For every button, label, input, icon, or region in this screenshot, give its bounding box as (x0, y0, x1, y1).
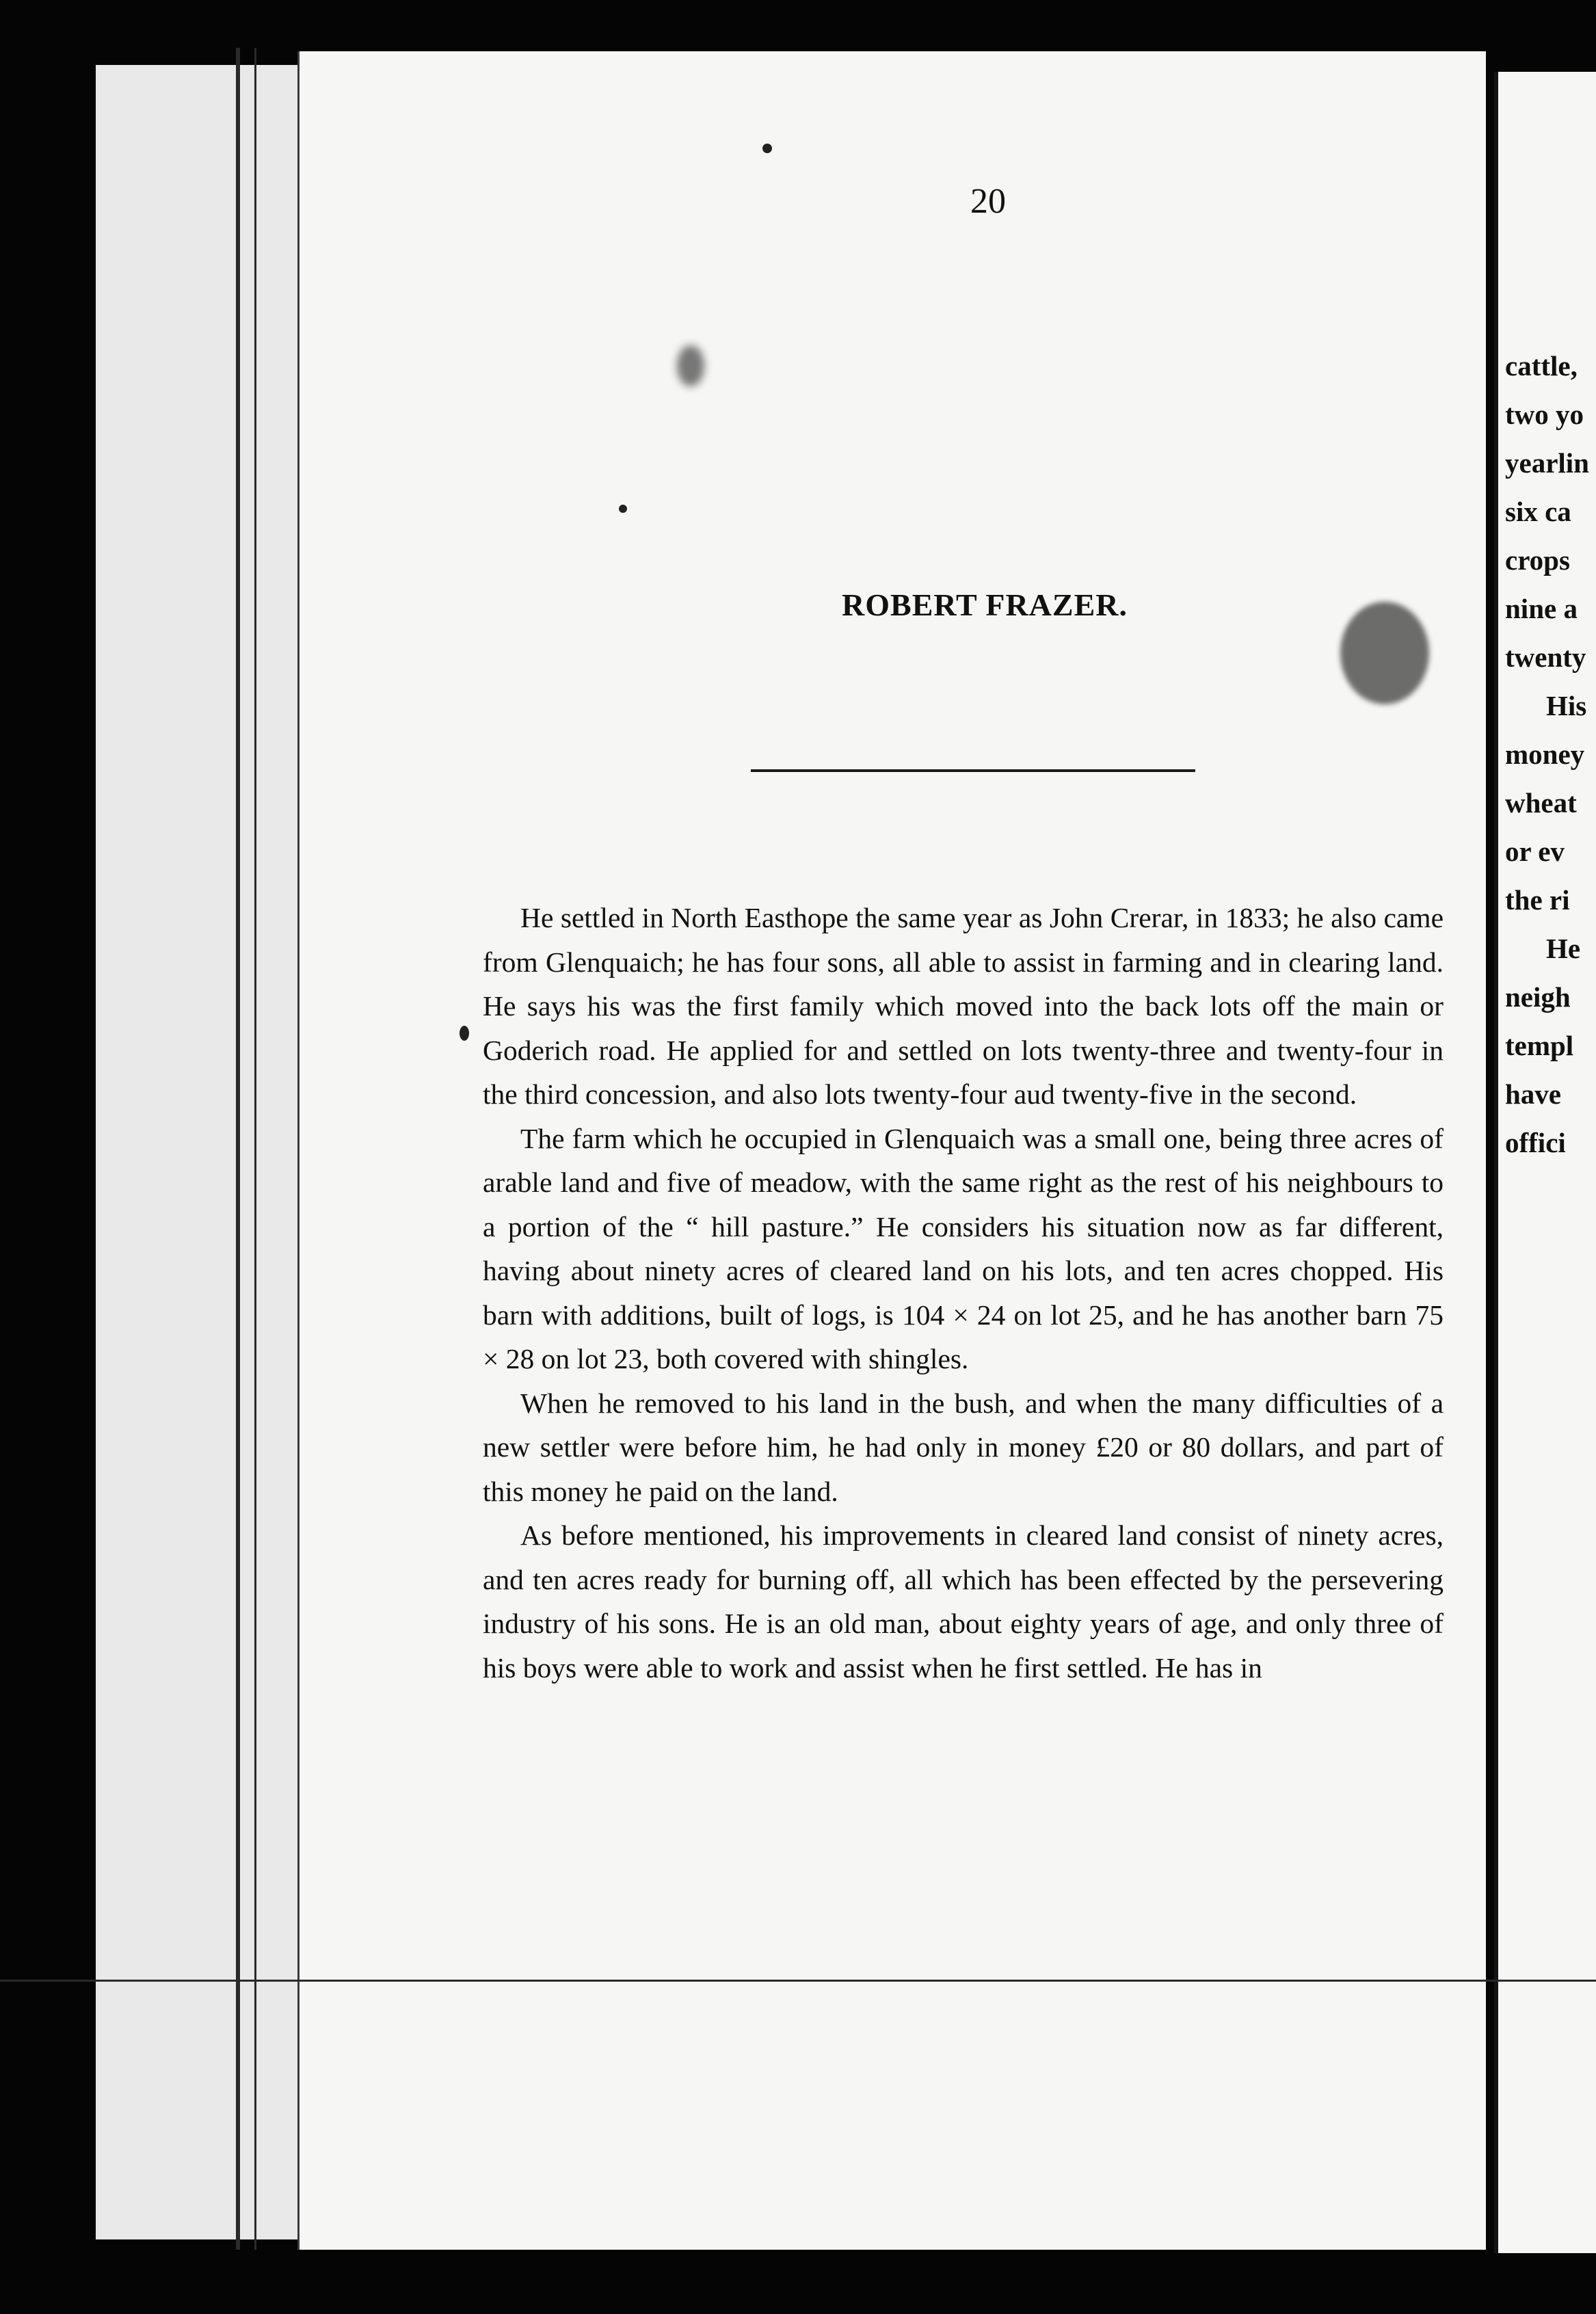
title-divider (751, 769, 1195, 772)
paragraph: As before mentioned, his improvements in cleared land consist of ninety acres, and ten acres ready for burning off, all which has been effected by the persevering industry of his sons. He is an old man, about eighty years of age, and only three of his boys were able to work and assist when he first settled. He has in (483, 1519, 1444, 1684)
body-text (483, 896, 1444, 1690)
previous-page-strip (96, 65, 301, 2239)
fragment-line: money (1505, 739, 1585, 770)
fragment-line: crops (1505, 544, 1570, 576)
fragment-line: wheat (1505, 787, 1577, 819)
chapter-title: ROBERT FRAZER. (842, 587, 1128, 622)
binding-edge (254, 48, 256, 2250)
scan-speck (460, 1026, 469, 1041)
fragment-line: twenty (1505, 641, 1586, 673)
fragment-line: cattle, (1505, 350, 1578, 382)
fragment-line: two yo (1505, 399, 1584, 430)
binding-edge (236, 48, 240, 2250)
paragraph: The farm which he occupied in Glenquaich was a small one, being three acres of arable land and five of meadow, with the same right as the rest of his neighbours to a portion of the “ hill pasture.” He considers his situation now as far different, having about ninety acres of cleared land on his lots, and ten acres chopped. His barn with additions, built of logs, is 104 × 24 on lot 25, and he has another barn 75 × 28 on lot 23, both covered with shingles. (483, 1122, 1444, 1374)
paragraph: He settled in North Easthope the same year as John Crerar, in 1833; he also came from Glenquaich; he has four sons, all able to assist in farming and in clearing land. He says his was the first family which moved into the back lots off the main or Goderich road. He applied for and settled on lots twenty-three and twenty-four in the third concession, and also lots twenty-four aud twenty-five in the second. (483, 902, 1444, 1110)
fragment-line: offici (1505, 1127, 1566, 1158)
fragment-line: nine a (1505, 593, 1578, 624)
facing-page (1494, 72, 1596, 2253)
scan-speck (619, 505, 627, 513)
scan-bottom-rule (0, 1980, 1596, 1982)
fragment-line: yearlin (1505, 447, 1589, 479)
fragment-line: have (1505, 1078, 1561, 1110)
fragment-line: neigh (1505, 981, 1571, 1013)
fragment-line: six ca (1505, 496, 1571, 527)
scan-speck (762, 144, 772, 153)
fragment-line: or ev (1505, 836, 1565, 867)
fragment-line: the ri (1505, 884, 1570, 916)
facing-page-text (1505, 342, 1589, 1167)
fragment-line: He (1546, 933, 1581, 964)
ink-blot (1340, 602, 1429, 704)
scan-smudge (677, 345, 704, 386)
paragraph: When he removed to his land in the bush, and when the many difficulties of a new settler were before him, he had only in money £20 or 80 dollars, and part of this money he paid on the land. (483, 1387, 1444, 1507)
fragment-line: His (1546, 690, 1587, 721)
page-number: 20 (970, 182, 1006, 221)
fragment-line: templ (1505, 1030, 1574, 1061)
